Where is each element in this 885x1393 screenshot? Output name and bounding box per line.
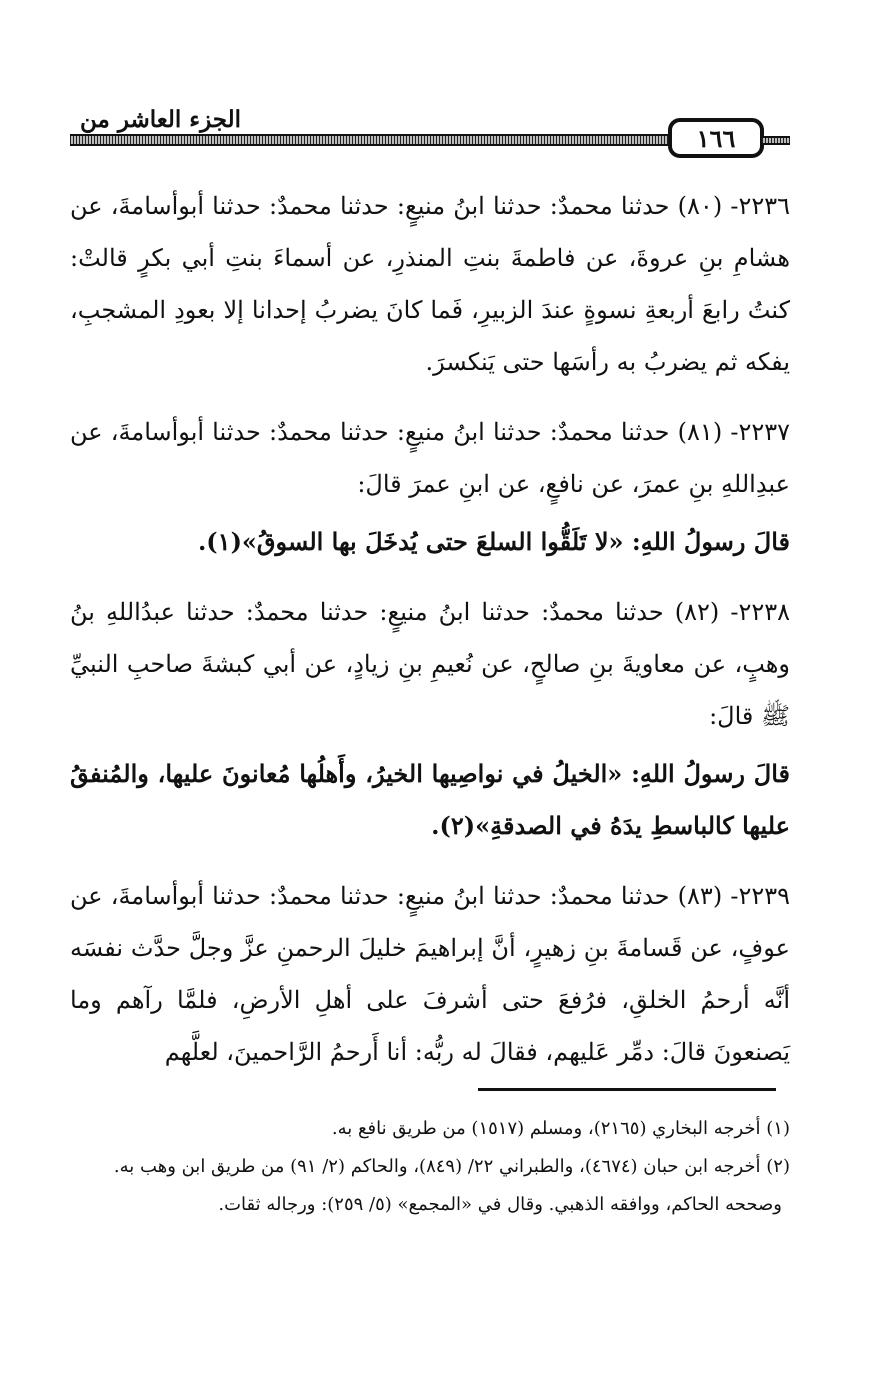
header-rule-stub — [762, 136, 790, 145]
main-text — [70, 180, 790, 1096]
paragraph-hadith-2238: ٢٢٣٨- (٨٢) حدثنا محمدٌ: حدثنا ابنُ منيعٍ: حدثنا محمدٌ: حدثنا عبدُاللهِ بنُ وهبٍ، عن معاويةَ بنِ صالحٍ، عن نُعيمِ بنِ زيادٍ، عن أبي كبشةَ صاحبِ النبيِّ ﷺ قالَ: — [70, 598, 790, 730]
running-title: الجزء العاشر من — [80, 106, 242, 133]
page-header — [70, 98, 790, 158]
page-number: ١٦٦ — [668, 118, 764, 158]
paragraph-hadith-2236: ٢٢٣٦- (٨٠) حدثنا محمدٌ: حدثنا ابنُ منيعٍ: حدثنا محمدٌ: حدثنا أبوأسامةَ، عن هشامِ بنِ عروةَ، عن فاطمةَ بنتِ المنذرِ، عن أسماءَ بنتِ أبي بكرٍ قالتْ: كنتُ رابعَ أربعةِ نسوةٍ عندَ الزبيرِ، فَما كانَ يضربُ إحدانا إلا بعودِ المشجبِ، يفكه ثم يضربُ به رأسَها حتى يَنكسرَ. — [70, 192, 790, 376]
footnote-separator — [478, 1088, 776, 1091]
paragraph-hadith-2239: ٢٢٣٩- (٨٣) حدثنا محمدٌ: حدثنا ابنُ منيعٍ: حدثنا محمدٌ: حدثنا أبوأسامةَ، عن عوفٍ، عن قَسامةَ بنِ زهيرٍ، أنَّ إبراهيمَ خليلَ الرحمنِ عزَّ وجلَّ حدَّث نفسَه أنَّه أرحمُ الخلقِ، فرُفعَ حتى أشرفَ على أهلِ الأرضِ، فلمَّا رآهم وما يَصنعونَ قالَ: دمِّر عَليهم، فقالَ له ربُّه: أنا أَرحمُ الرَّاحمينَ، لعلَّهم — [70, 882, 791, 1066]
header-rule — [70, 134, 670, 146]
footnote-2-continued: وصححه الحاكم، ووافقه الذهبي. وقال في «المجمع» (٥/ ٢٥٩): ورجاله ثقات. — [218, 1194, 782, 1215]
hadith-text-2237: قالَ رسولُ اللهِ: «لا تَلَقُّوا السلعَ حتى يُدخَلَ بها السوقُ»(١). — [197, 527, 790, 556]
paragraph-hadith-2237: ٢٢٣٧- (٨١) حدثنا محمدٌ: حدثنا ابنُ منيعٍ: حدثنا محمدٌ: حدثنا أبوأسامةَ، عن عبدِاللهِ بنِ عمرَ، عن نافعٍ، عن ابنِ عمرَ قالَ: — [70, 418, 790, 498]
footnote-2: (٢) أخرجه ابن حبان (٤٦٧٤)، والطبراني ٢٢/ (٨٤٩)، والحاكم (٢/ ٩١) من طريق ابن وهب به. — [113, 1156, 790, 1177]
footnote-1: (١) أخرجه البخاري (٢١٦٥)، ومسلم (١٥١٧) من طريق نافع به. — [331, 1118, 790, 1139]
footnotes — [70, 1110, 790, 1224]
hadith-text-2238: قالَ رسولُ اللهِ: «الخيلُ في نواصِيها الخيرُ، وأَهلُها مُعانونَ عليها، والمُنفقُ عليها كالباسطِ يدَهُ في الصدقةِ»(٢). — [70, 759, 790, 840]
